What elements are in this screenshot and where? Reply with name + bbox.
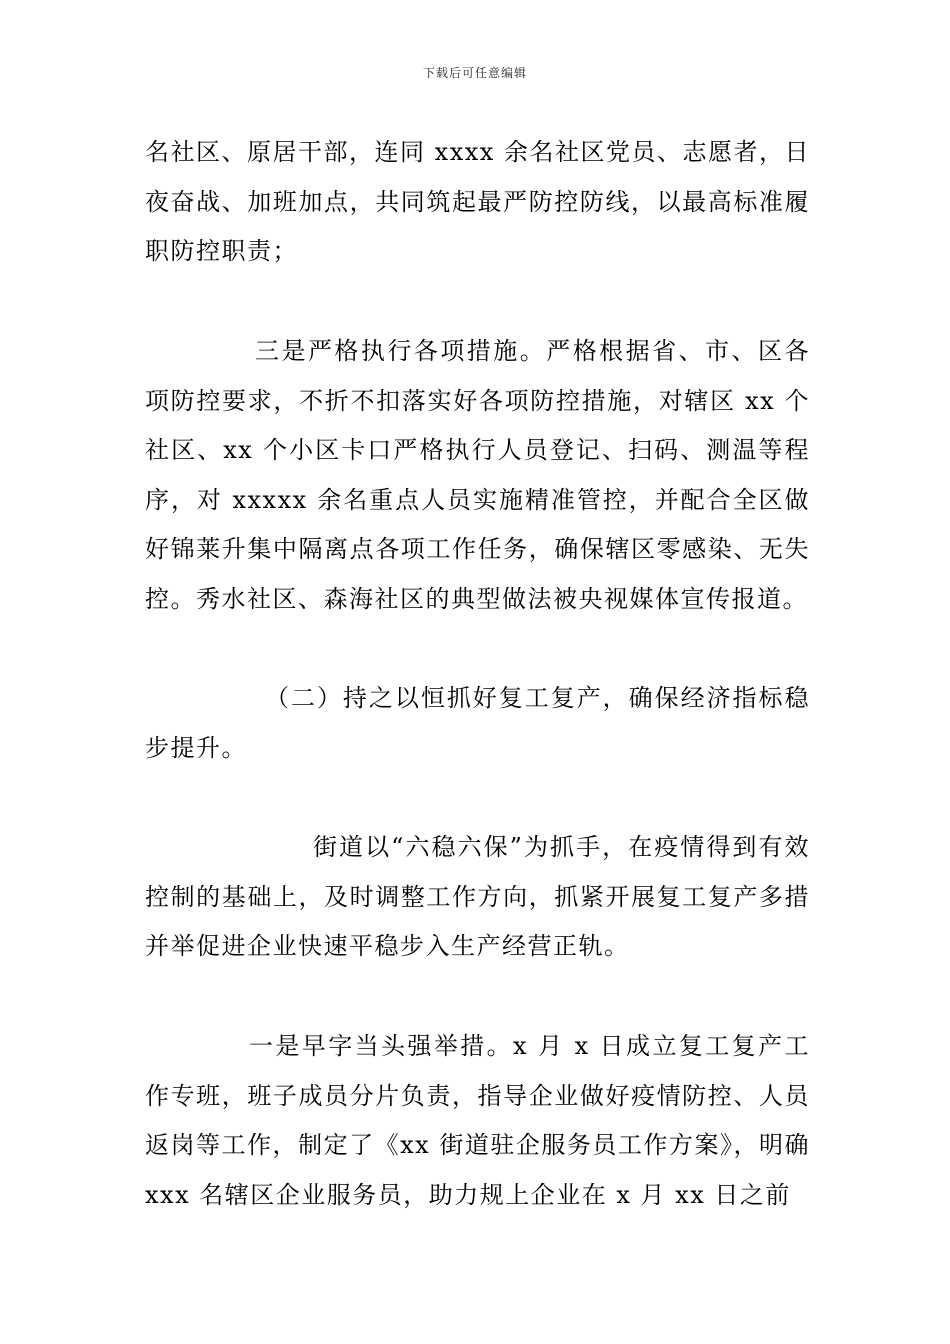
paragraph-measures: 三是严格执行各项措施。严格根据省、市、区各项防控要求，不折不扣落实好各项防控措施，对辖区 xx 个社区、xx 个小区卡口严格执行人员登记、扫码、测温等程序，对 xxxxx 余名重点人员实施精准管控，并配合全区做好锦莱升集中隔离点各项工作任务，确保辖区零感染、无失控。秀水社区、森海社区的典型做法被央视媒体宣传报道。 xyxy=(145,337,810,613)
paragraph-continuation: 名社区、原居干部，连同 xxxx 余名社区党员、志愿者，日夜奋战、加班加点，共同筑起最严防控防线，以最高标准履职防控职责； xyxy=(145,138,810,265)
header-note: 下载后可任意编辑 xyxy=(422,66,527,80)
paragraph-six-stabilities: 街道以“六稳六保”为抓手，在疫情得到有效控制的基础上，及时调整工作方向，抓紧开展复工复产多措并举促进企业快速平稳步入生产经营正轨。 xyxy=(145,833,810,960)
section-heading-resumption: （二）持之以恒抓好复工复产，确保经济指标稳步提升。 xyxy=(145,684,810,762)
paragraph-early-action: 一是早字当头强举措。x 月 x 日成立复工复产工作专班，班子成员分片负责，指导企业做好疫情防控、人员返岗等工作，制定了《xx 街道驻企服务员工作方案》，明确 xxx 名辖区企业服务员，助力规上企业在 x 月 xx 日之前 xyxy=(145,1032,810,1209)
